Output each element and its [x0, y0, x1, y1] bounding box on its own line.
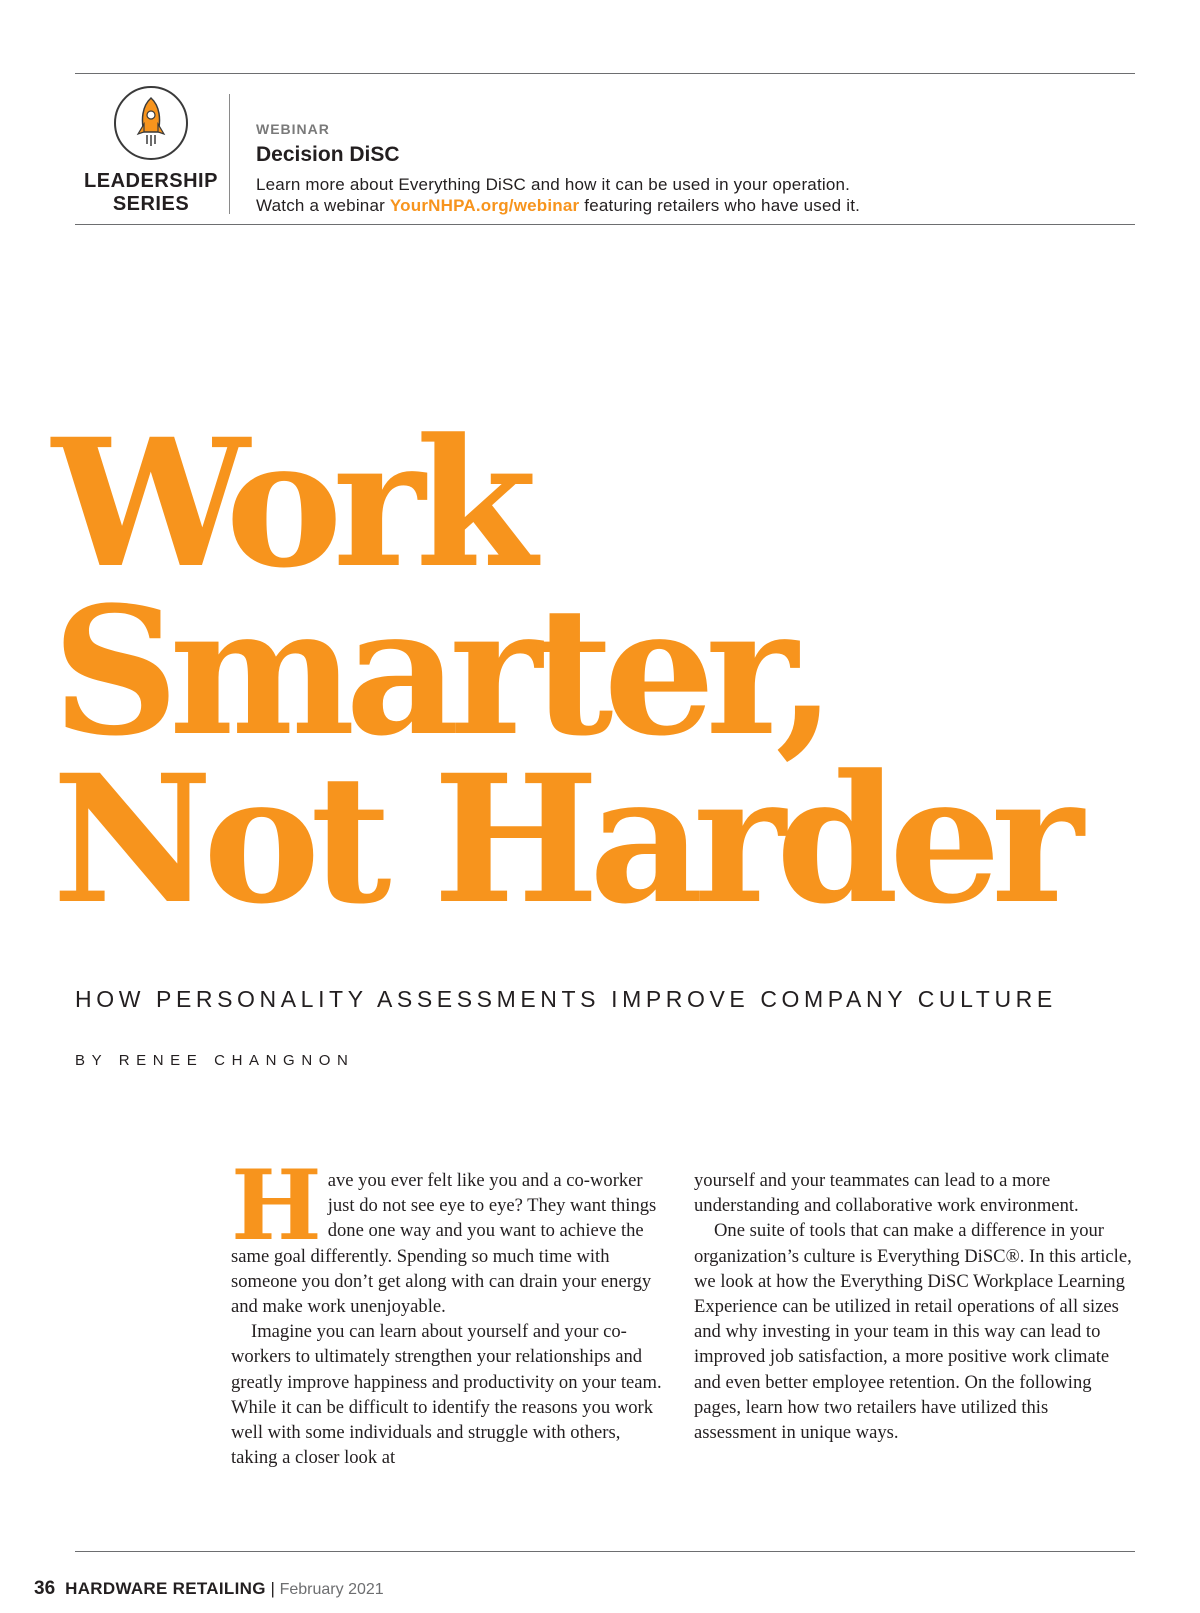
cta-after: featuring retailers who have used it. — [579, 196, 861, 215]
paragraph-1-text: ave you ever felt like you and a co-worker just do not see eye to eye? They want things done one way and you want to achieve the same goal differently. Spending so much time with someone you don’t get along with can drain your energy and make work unenjoyable. — [231, 1170, 657, 1318]
cta-before: Watch a webinar — [256, 196, 390, 215]
webinar-eyebrow: WEBINAR — [256, 121, 330, 137]
banner-bottom-rule — [75, 224, 1135, 225]
webinar-description: Learn more about Everything DiSC and how it can be used in your operation. — [256, 175, 851, 194]
leadership-series-banner — [75, 76, 1135, 224]
banner-divider — [229, 94, 230, 214]
webinar-cta — [256, 195, 860, 216]
top-rule — [75, 73, 1135, 74]
paragraph-1 — [231, 1149, 671, 1319]
issue-date: February 2021 — [279, 1581, 384, 1598]
page-number: 36 — [34, 1578, 56, 1599]
byline: BY RENEE CHANGNON — [75, 1052, 355, 1069]
paragraph-2-continued: yourself and your teammates can lead to a more understanding and collaborative work environment. — [694, 1170, 1079, 1217]
footer-rule — [75, 1551, 1135, 1552]
article-column-2 — [694, 1168, 1134, 1445]
banner-text — [256, 120, 860, 216]
magazine-name: HARDWARE RETAILING — [65, 1579, 266, 1598]
paragraph-3: One suite of tools that can make a difference in your organization’s culture is Everything DiSC®. In this article, we look at how the Everything DiSC Workplace Learning Experience can be utilized in retail operations of all sizes and why investing in your team in this way can lead to improved job satisfaction, a more positive work climate and even better employee retention. On the following pages, learn how two retailers have utilized this assessment in unique ways. — [694, 1220, 1132, 1444]
webinar-link[interactable]: YourNHPA.org/webinar — [389, 196, 580, 215]
rocket-icon — [114, 86, 188, 160]
series-label: LEADERSHIP SERIES — [84, 170, 218, 215]
headline-line-2: Smarter, — [52, 568, 827, 775]
paragraph-2: Imagine you can learn about yourself and your co-workers to ultimately strengthen your relationships and greatly improve happiness and productivity on your team. While it can be difficult to identify the reasons you work well with some individuals and struggle with others, taking a closer look at — [231, 1321, 662, 1469]
footer-separator: | — [265, 1579, 280, 1598]
article-column-1 — [231, 1149, 671, 1470]
webinar-title: Decision DiSC — [256, 143, 400, 166]
drop-cap: H — [231, 1149, 322, 1262]
page-footer — [34, 1578, 384, 1600]
headline-line-3: Not Harder — [52, 736, 1074, 943]
headline — [52, 400, 1172, 943]
subhead: HOW PERSONALITY ASSESSMENTS IMPROVE COMPANY CULTURE — [75, 986, 1057, 1012]
headline-line-1: Work — [52, 400, 528, 607]
